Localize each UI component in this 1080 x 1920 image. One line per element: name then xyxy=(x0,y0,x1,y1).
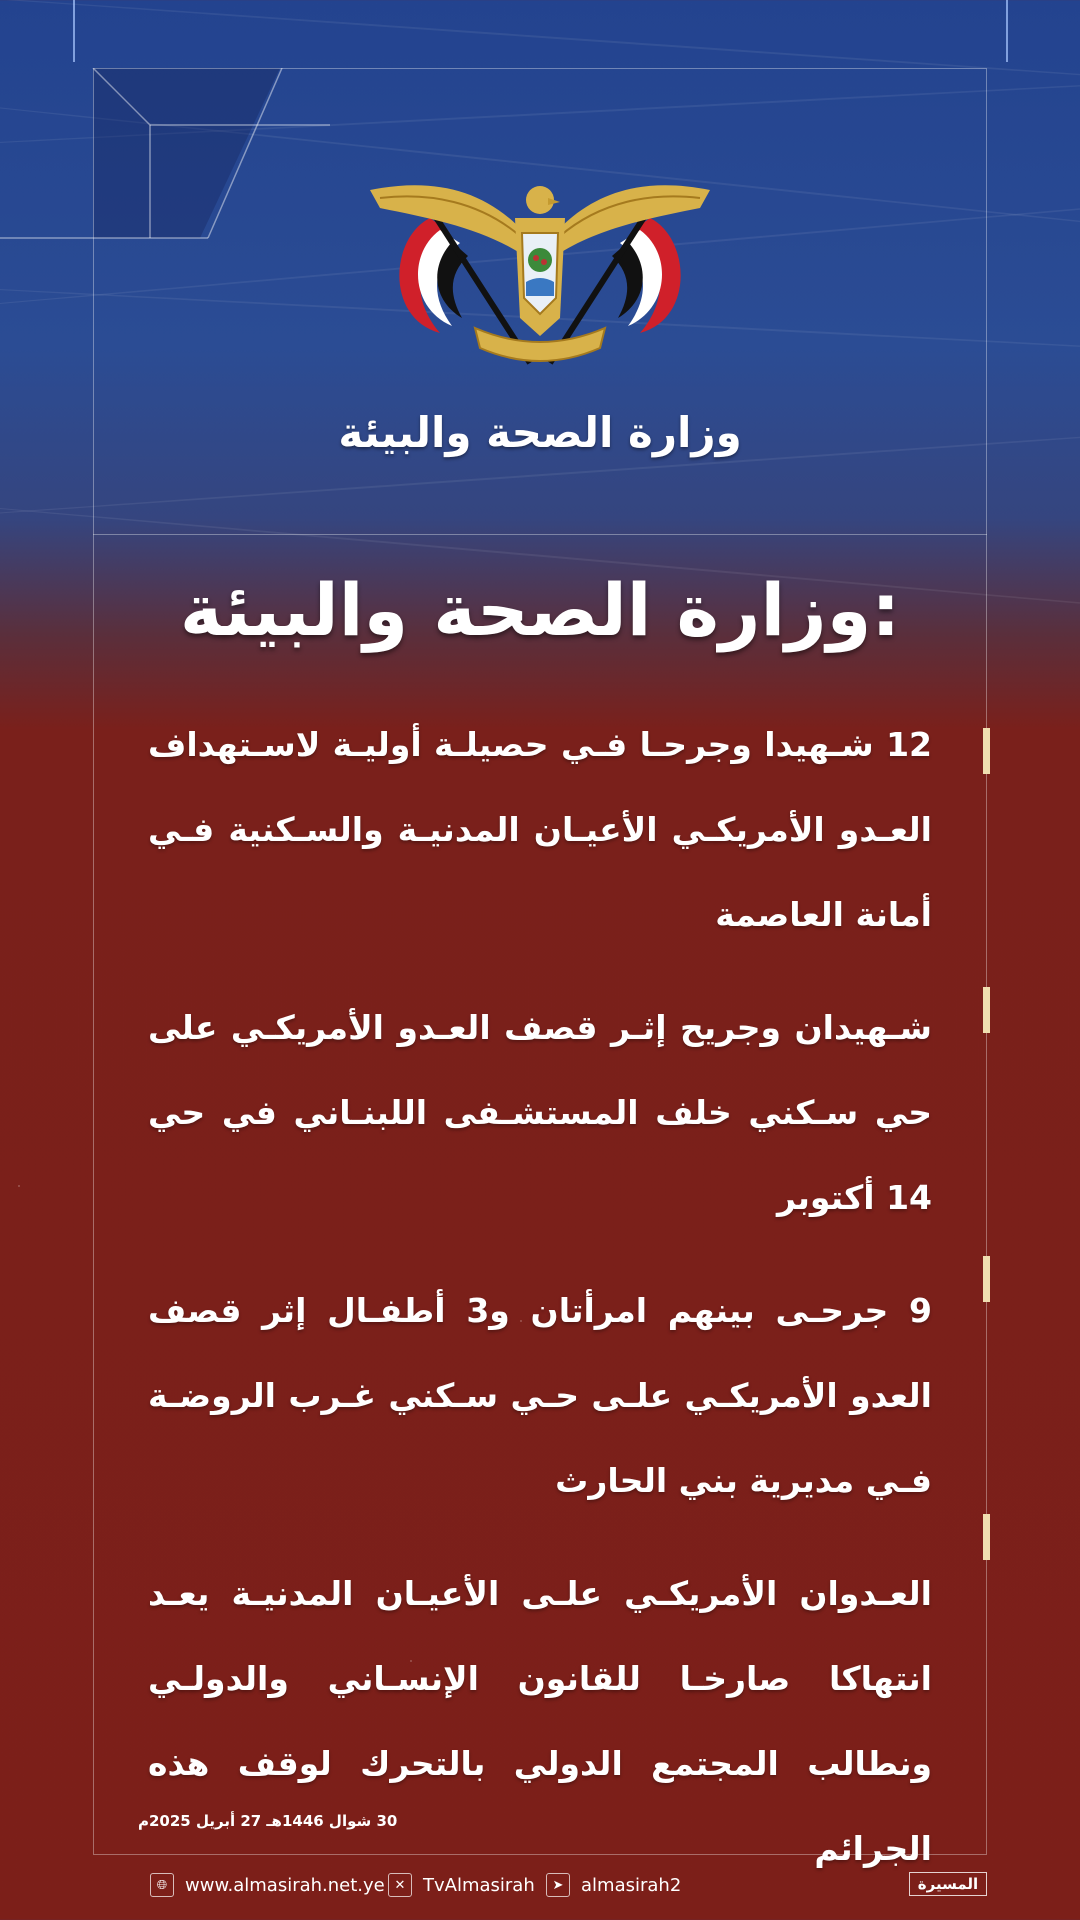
statement-paragraph: شـهيدان وجريح إثـر قصف العـدو الأمريكـي على حي سـكني خلف المستشـفى اللبنـاني في حي 14 أكتوبر xyxy=(148,1008,932,1217)
almasirah-logo: المسيرة xyxy=(909,1872,987,1896)
paragraph-marker xyxy=(983,1256,990,1302)
footer-telegram[interactable] xyxy=(546,1868,681,1902)
statement-paragraph: 9 جرحـى بينهم امرأتان و3 أطفـال إثر قصف العدو الأمريكـي علـى حـي سـكني غـرب الروضـة فـي مديرية بني الحارث xyxy=(148,1291,932,1500)
footer-website[interactable] xyxy=(150,1868,385,1902)
telegram-handle[interactable]: almasirah2 xyxy=(581,1874,682,1896)
x-handle[interactable]: TvAlmasirah xyxy=(423,1874,535,1896)
x-logo-icon: ✕ xyxy=(388,1873,412,1897)
background-speck xyxy=(18,1185,20,1187)
top-accent-line xyxy=(73,0,75,62)
ministry-name: وزارة الصحة والبيئة xyxy=(338,408,742,457)
website-url[interactable]: www.almasirah.net.ye xyxy=(185,1874,385,1896)
statement-paragraph: 12 شـهيدا وجرحـا فـي حصيلـة أوليـة لاسـتهداف العـدو الأمريكـي الأعيـان المدنيـة والسـكنية فـي أمانة العاصمة xyxy=(148,725,932,934)
globe-icon: 🌐︎ xyxy=(150,1873,174,1897)
telegram-icon: ➤ xyxy=(546,1873,570,1897)
top-accent-line xyxy=(1006,0,1008,62)
header-divider xyxy=(93,534,987,535)
paragraph-marker xyxy=(983,987,990,1033)
paragraph-marker xyxy=(983,728,990,774)
publication-date: 30 شوال 1446هـ 27 أبريل 2025م xyxy=(138,1812,398,1830)
yemen-emblem-icon xyxy=(370,178,710,378)
footer-x[interactable] xyxy=(388,1868,535,1902)
statement-paragraph: العـدوان الأمريكـي علـى الأعيـان المدنيـة يعـد انتهاكا صارخـا للقانون الإنسـاني والدولـي ونطالب المجتمع الدولي بالتحرك لوقف هذه الجرائم xyxy=(148,1574,932,1868)
paragraph-marker xyxy=(983,1514,990,1560)
headline: وزارة الصحة والبيئة: xyxy=(179,568,901,652)
